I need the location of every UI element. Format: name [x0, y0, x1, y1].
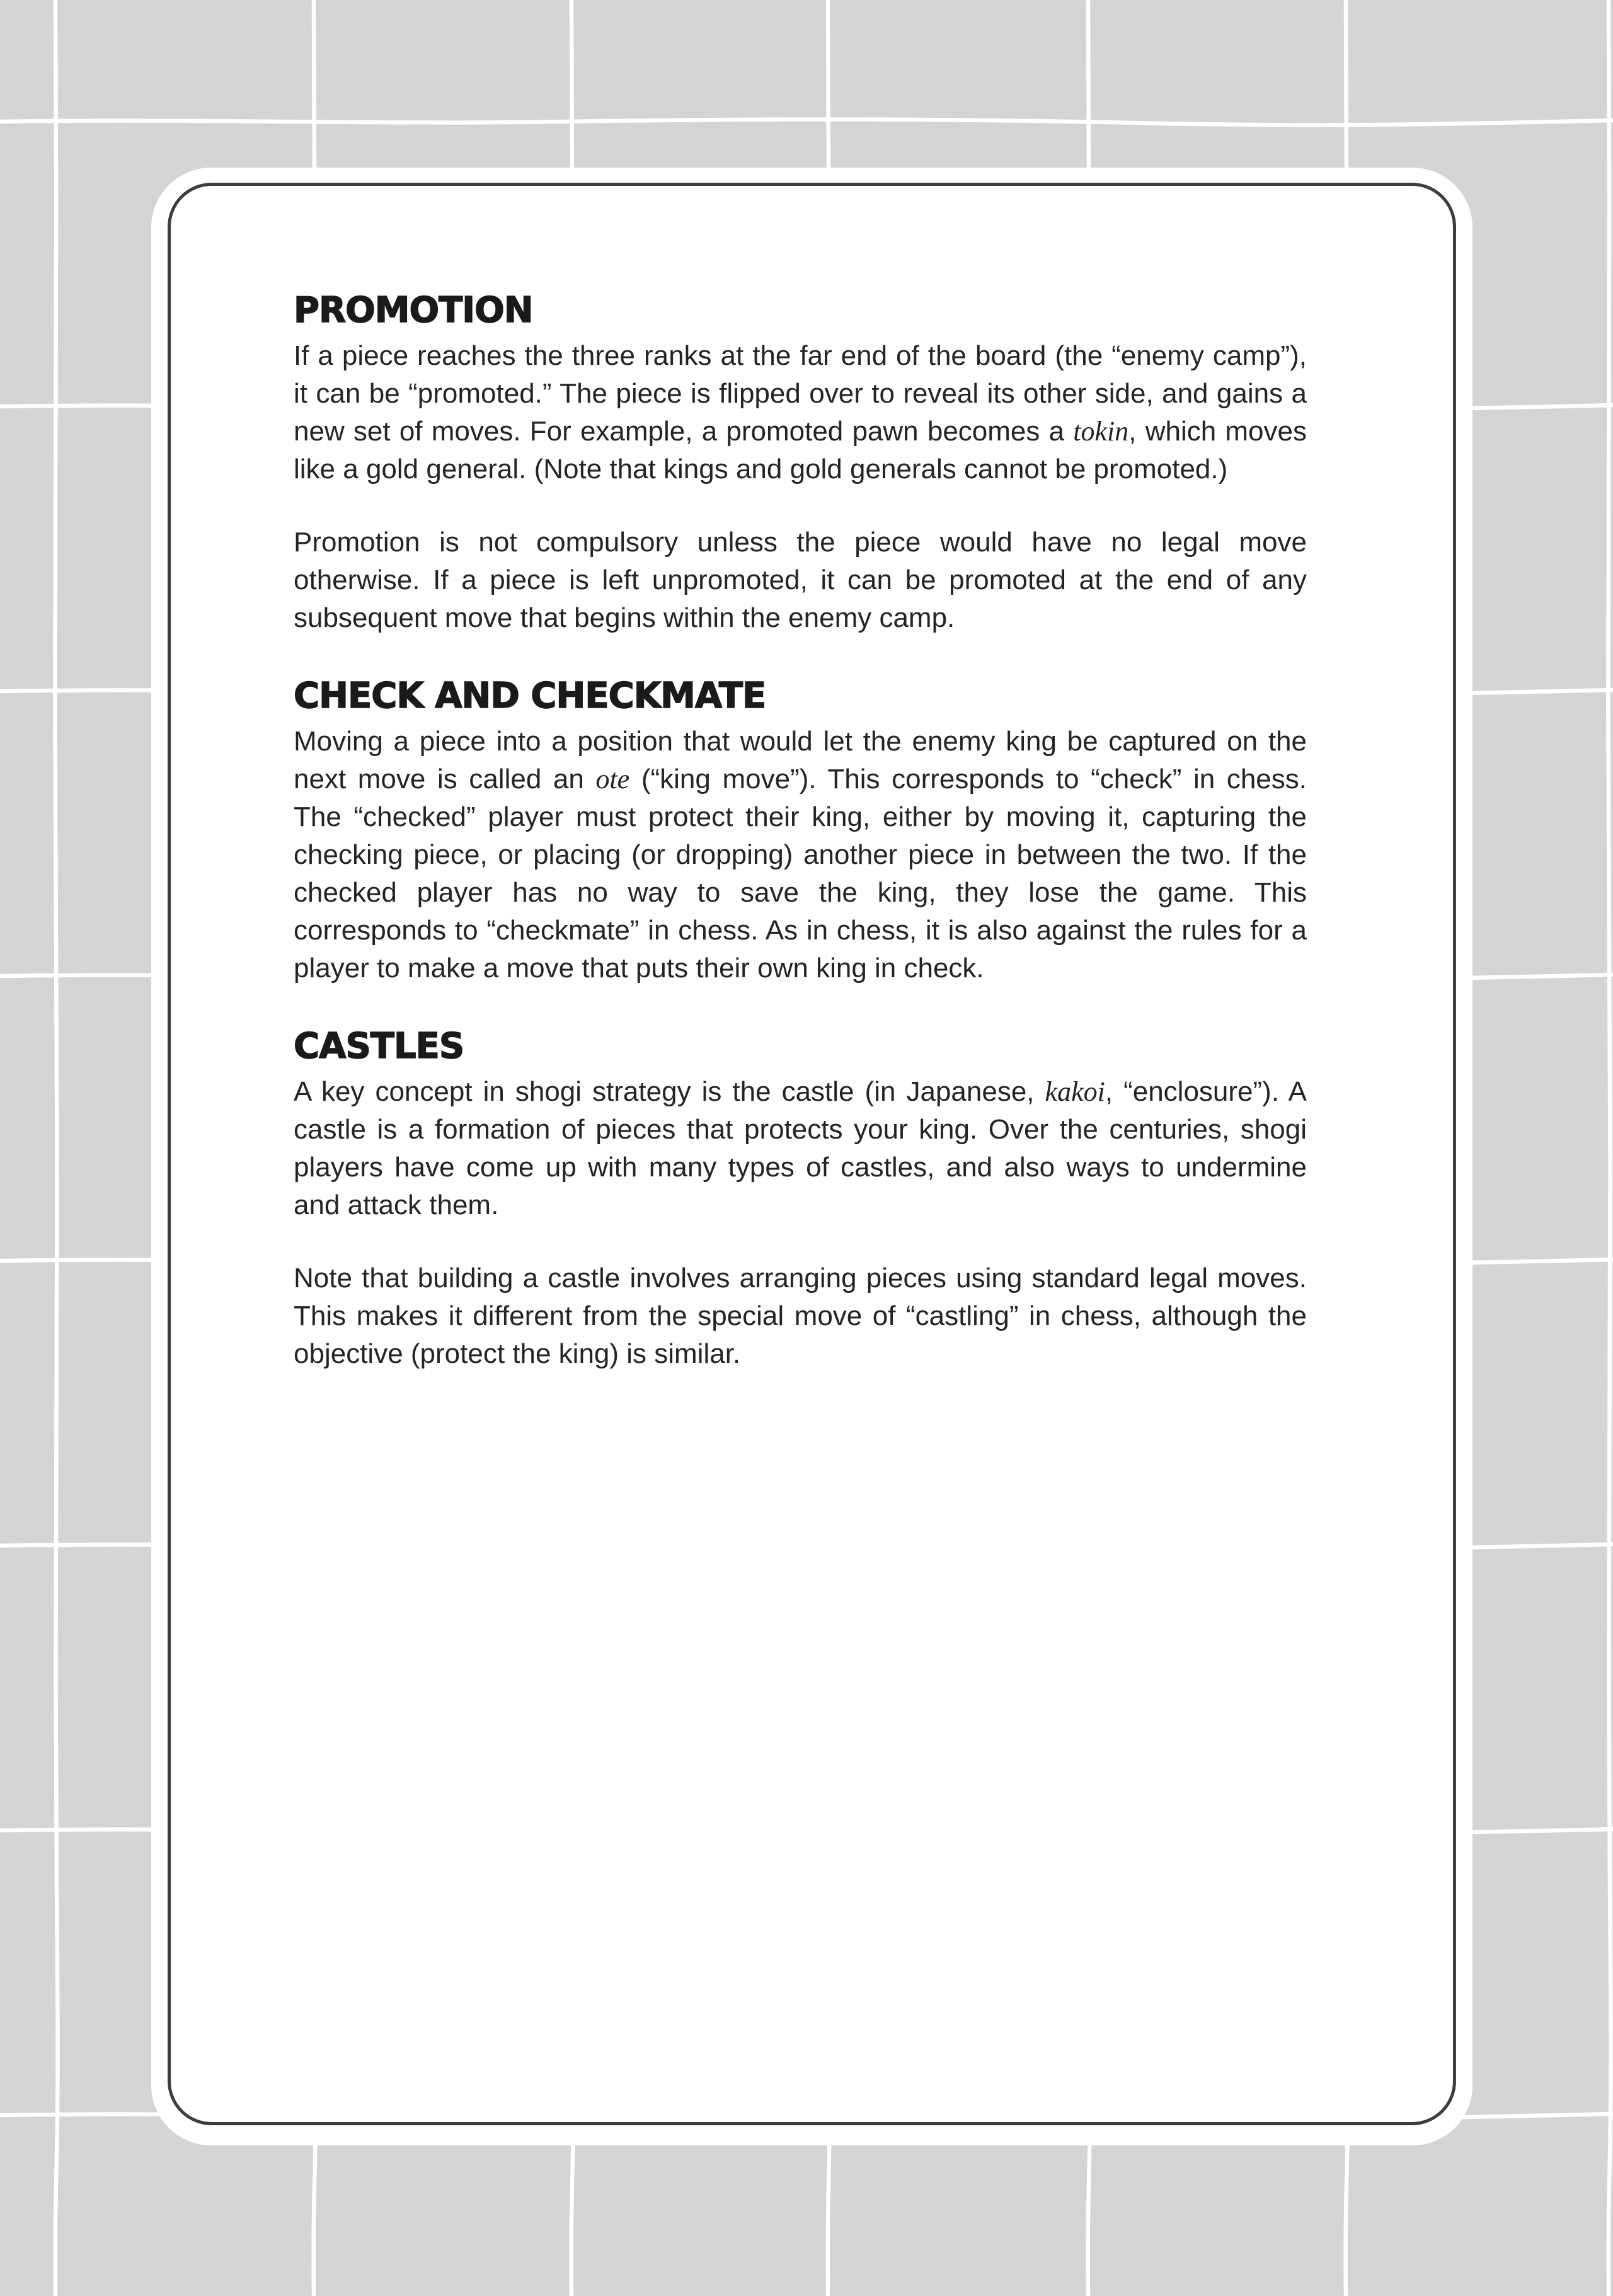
paragraph-text: (“king move”). This corresponds to “check” in chess. The “checked” player must protect their king, either by moving it, capturing the checking piece, or placing (or dropping) another piece in between the two. If the checked player has no way to save the king, they lose the game. This corresponds to “checkmate” in chess. As in chess, it is also against the rules for a player to make a move that puts their own king in check. [294, 764, 1307, 984]
paragraph [294, 1073, 1307, 1224]
grid-line-horizontal [0, 119, 1613, 125]
grid-line-vertical [1608, 0, 1610, 2296]
section-heading: CHECK AND CHECKMATE [294, 675, 766, 716]
paragraph [294, 1260, 1307, 1373]
paragraph-text: Moving a piece into a position that would let the enemy king be captured on the next move is called an [294, 726, 1307, 795]
paragraph-text: Note that building a castle involves arranging pieces using standard legal moves. This makes it different from the special move of “castling” in chess, although the objective (protect the king) is similar. [294, 1263, 1307, 1369]
paragraph [294, 524, 1307, 637]
paragraph-text: Promotion is not compulsory unless the piece would have no legal move otherwise. If a piece is left unpromoted, it can be promoted at the end of any subsequent move that begins within the enemy camp. [294, 527, 1307, 633]
paragraph-text: If a piece reaches the three ranks at the far end of the board (the “enemy camp”), it can be “promoted.” The piece is flipped over to reveal its other side, and gains a new set of moves. For example, a promoted pawn becomes a [294, 340, 1307, 447]
paragraph-text: A key concept in shogi strategy is the castle (in Japanese, [294, 1076, 1045, 1107]
section-castles [294, 1028, 1307, 1373]
italic-term: tokin [1073, 416, 1129, 447]
section-promotion [294, 292, 1307, 637]
card-border [168, 183, 1456, 2125]
section-heading: CASTLES [294, 1026, 464, 1067]
section-check-and-checkmate [294, 677, 1307, 987]
italic-term: kakoi [1045, 1076, 1105, 1107]
paragraph-text: , “enclosure”). A castle is a formation of pieces that protects your king. Over the centuries, shogi players have come up with many types of castles, and also ways to undermine and attack them. [294, 1076, 1307, 1220]
page-card [151, 168, 1472, 2145]
paragraph-text: , which moves like a gold general. (Note that kings and gold generals cannot be promoted.) [294, 416, 1307, 485]
section-heading: PROMOTION [294, 290, 533, 331]
card-content [174, 189, 1450, 1408]
paragraph [294, 337, 1307, 488]
paragraph [294, 723, 1307, 987]
grid-line-vertical [55, 0, 57, 2296]
italic-term: ote [595, 764, 630, 795]
